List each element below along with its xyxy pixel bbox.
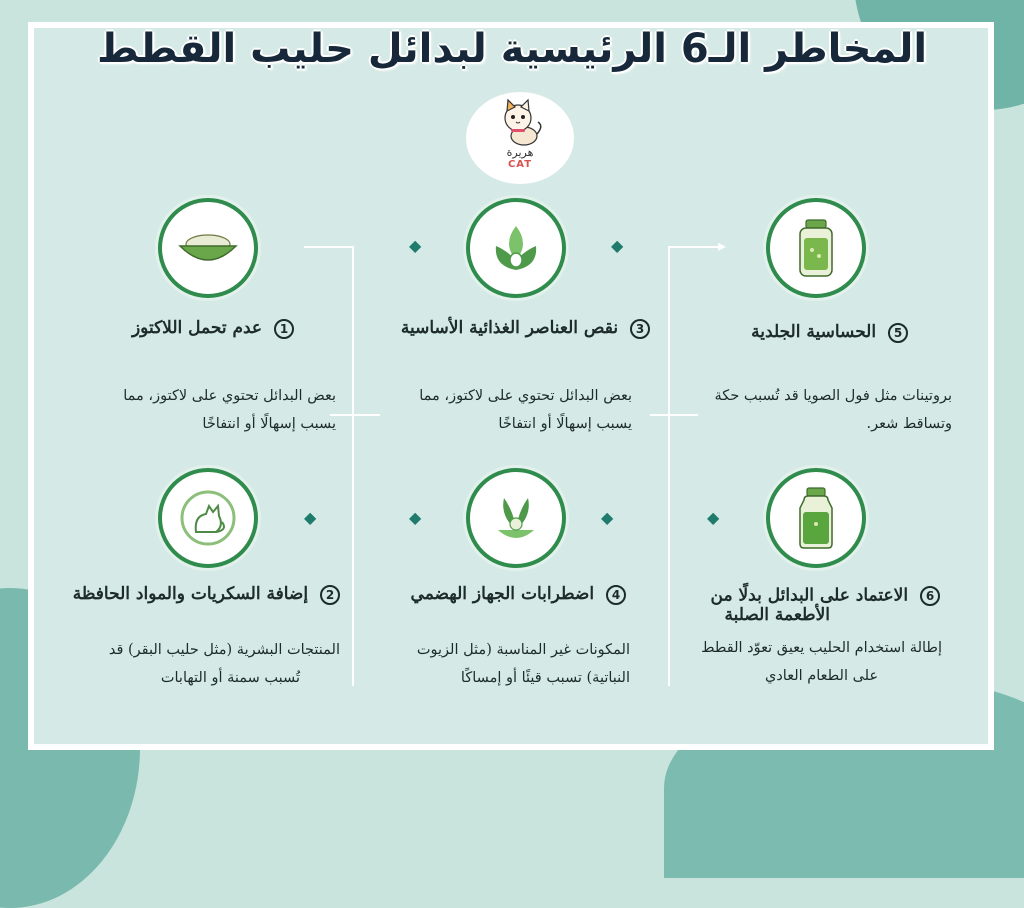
- risk-5-desc-line2: وتساقط شعر.: [866, 416, 952, 432]
- risk-1-icon-circle: [158, 198, 258, 298]
- risk-6-heading-line1: الاعتماد على البدائل بدلًا من: [710, 585, 909, 606]
- connector-line: [668, 246, 670, 686]
- arrow-icon: ▸: [718, 236, 727, 255]
- dot-icon: ◆: [409, 236, 422, 255]
- risk-4-number: 4: [606, 585, 626, 605]
- risk-5-description: [715, 382, 952, 438]
- connector-line: [650, 414, 698, 416]
- risk-3-desc-line2: يسبب إسهالًا أو انتفاخًا: [498, 416, 632, 432]
- risk-6-description: [701, 634, 942, 690]
- risk-5-heading: [751, 322, 908, 343]
- risk-2-description: [109, 636, 340, 692]
- risk-1-heading-text: عدم تحمل اللاكتوز: [131, 318, 263, 338]
- dot-icon: ◆: [304, 508, 317, 527]
- dot-icon: ◆: [409, 508, 422, 527]
- risk-3-heading-text: نقص العناصر الغذائية الأساسية: [400, 318, 619, 338]
- risk-5-desc-line1: بروتينات مثل فول الصويا قد تُسبب حكة: [714, 388, 952, 404]
- page-title: المخاطر الـ6 الرئيسية لبدائل حليب القطط: [96, 26, 928, 72]
- bottle-icon: [792, 486, 840, 550]
- risk-6-heading-line2: الأطعمة الصلبة: [724, 605, 830, 625]
- risk-3-description: [419, 382, 632, 438]
- dot-icon: ◆: [707, 508, 720, 527]
- brand-name-en: CAT: [507, 159, 533, 170]
- risk-6-heading: [711, 586, 941, 624]
- risk-2-desc-line1: المنتجات البشرية (مثل حليب البقر) قد: [108, 642, 340, 658]
- risk-5-heading-text: الحساسية الجلدية: [751, 322, 877, 342]
- connector-line: [668, 246, 724, 248]
- risk-6-number: 6: [920, 586, 940, 606]
- connector-line: [330, 414, 380, 416]
- risk-6-icon-circle: [766, 468, 866, 568]
- cat-icon: [176, 486, 240, 550]
- leaves-icon: [484, 216, 548, 280]
- risk-4-icon-circle: [466, 468, 566, 568]
- risk-2-number: 2: [320, 585, 340, 605]
- risk-2-heading-text: إضافة السكريات والمواد الحافظة: [72, 584, 309, 604]
- cat-logo-icon: [494, 96, 546, 148]
- risk-1-desc-line2: يسبب إسهالًا أو انتفاخًا: [202, 416, 336, 432]
- risk-1-description: [123, 382, 336, 438]
- jar-icon: [792, 216, 840, 280]
- risk-2-icon-circle: [158, 468, 258, 568]
- risk-2-desc-line2: تُسبب سمنة أو التهابات: [160, 670, 300, 686]
- risk-4-desc-line1: المكونات غير المناسبة (مثل الزيوت: [416, 642, 630, 658]
- connector-line: [352, 246, 354, 686]
- risk-1-heading: [132, 318, 294, 339]
- risk-1-number: 1: [274, 319, 294, 339]
- risk-2-heading: [73, 584, 340, 605]
- bowl-icon: [176, 228, 240, 268]
- dot-icon: ◆: [601, 508, 614, 527]
- risk-4-heading: [411, 584, 626, 605]
- plant-icon: [484, 486, 548, 550]
- risk-4-description: [417, 636, 630, 692]
- risk-4-desc-line2: النباتية) تسبب قيئًا أو إمساكًا: [460, 670, 630, 686]
- risk-6-desc-line1: إطالة استخدام الحليب يعيق تعوّد القطط: [701, 640, 942, 656]
- risk-5-number: 5: [888, 323, 908, 343]
- risk-3-icon-circle: [466, 198, 566, 298]
- dot-icon: ◆: [611, 236, 624, 255]
- risk-3-number: 3: [630, 319, 650, 339]
- risk-1-desc-line1: بعض البدائل تحتوي على لاكتوز، مما: [123, 388, 336, 404]
- risk-3-desc-line1: بعض البدائل تحتوي على لاكتوز، مما: [419, 388, 632, 404]
- connector-line: [304, 246, 354, 248]
- brand-name-ar: هريرة: [506, 146, 534, 159]
- risk-6-desc-line2: على الطعام العادي: [764, 668, 879, 684]
- risk-4-heading-text: اضطرابات الجهاز الهضمي: [410, 584, 595, 604]
- risk-3-heading: [401, 318, 650, 339]
- risk-5-icon-circle: [766, 198, 866, 298]
- brand-logo: [466, 92, 574, 184]
